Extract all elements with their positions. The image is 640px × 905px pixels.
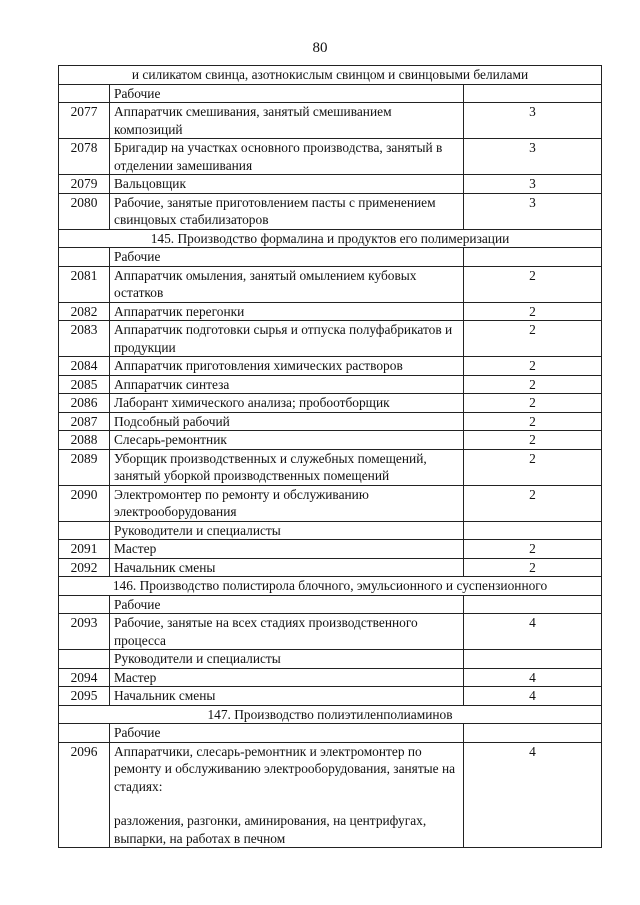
section-title: 147. Производство полиэтиленполиаминов — [59, 705, 602, 724]
occupation-name: Слесарь-ремонтник — [114, 432, 227, 447]
occupation-name: Начальник смены — [114, 559, 216, 575]
table-row — [59, 742, 602, 848]
empty-cell — [59, 595, 110, 614]
occupation-cell — [110, 412, 464, 431]
item-number: 2080 — [59, 193, 110, 229]
item-number: 2096 — [59, 742, 110, 848]
item-number: 2089 — [59, 449, 110, 485]
table-row — [59, 321, 602, 357]
item-number: 2085 — [59, 375, 110, 394]
group-title: Руководители и специалисты — [110, 650, 464, 669]
item-number: 2091 — [59, 540, 110, 559]
benefit-value: 3 — [464, 193, 602, 229]
occupation-cell — [110, 139, 464, 175]
item-number: 2078 — [59, 139, 110, 175]
section-title: 145. Производство формалина и продуктов его полимеризации — [59, 229, 602, 248]
section-header-row — [59, 705, 602, 724]
table-row — [59, 394, 602, 413]
empty-cell — [464, 84, 602, 103]
section-header-row — [59, 229, 602, 248]
table-row — [59, 614, 602, 650]
benefit-value: 3 — [464, 175, 602, 194]
table-row — [59, 139, 602, 175]
benefit-value: 2 — [464, 302, 602, 321]
occupation-name: Рабочие, занятые на всех стадиях производственного процесса — [114, 615, 418, 648]
table-row — [59, 668, 602, 687]
occupation-name: Бригадир на участках основного производства, занятый в отделении замешивания — [114, 140, 443, 173]
section-title: и силикатом свинца, азотнокислым свинцом и свинцовыми белилами — [59, 66, 602, 85]
item-number: 2082 — [59, 302, 110, 321]
group-header-row — [59, 248, 602, 267]
group-header-row — [59, 724, 602, 743]
group-title: Рабочие — [110, 248, 464, 267]
table-row — [59, 558, 602, 577]
table-row — [59, 266, 602, 302]
occupation-cell — [110, 394, 464, 413]
table-row — [59, 412, 602, 431]
benefit-value: 2 — [464, 375, 602, 394]
benefit-value: 2 — [464, 266, 602, 302]
group-header-row — [59, 521, 602, 540]
table-row — [59, 193, 602, 229]
empty-cell — [59, 84, 110, 103]
occupation-name: Аппаратчики, слесарь-ремонтник и электромонтер по ремонту и обслуживанию электрооборудования, занятые на стадиях: — [114, 743, 456, 794]
table-row — [59, 431, 602, 450]
benefit-value: 4 — [464, 668, 602, 687]
occupation-name: Аппаратчик перегонки — [114, 303, 245, 319]
benefit-value: 2 — [464, 394, 602, 413]
occupation-name: Уборщик производственных и служебных помещений, занятый уборкой производственных помещений — [114, 450, 427, 483]
group-title: Рабочие — [110, 724, 464, 743]
occupation-name: Начальник смены — [114, 688, 216, 703]
occupation-cell — [110, 103, 464, 139]
section-header-row — [59, 577, 602, 596]
benefit-value: 2 — [464, 558, 602, 577]
item-number: 2083 — [59, 321, 110, 357]
occupation-cell — [110, 321, 464, 357]
occupation-cell — [110, 449, 464, 485]
benefit-value: 4 — [464, 742, 602, 848]
benefit-value: 3 — [464, 139, 602, 175]
table-row — [59, 540, 602, 559]
empty-cell — [59, 724, 110, 743]
benefit-value: 2 — [464, 540, 602, 559]
table-row — [59, 103, 602, 139]
empty-cell — [59, 248, 110, 267]
item-number: 2090 — [59, 485, 110, 521]
page-number: 80 — [312, 40, 328, 56]
occupation-name: Аппаратчик подготовки сырья и отпуска полуфабрикатов и продукции — [114, 322, 453, 355]
item-number: 2088 — [59, 431, 110, 450]
occupation-cell — [110, 302, 464, 321]
benefit-value: 2 — [464, 357, 602, 376]
empty-cell — [464, 595, 602, 614]
table-row — [59, 687, 602, 706]
occupation-cell — [110, 614, 464, 650]
group-title: Рабочие — [110, 84, 464, 103]
occupation-name: Аппаратчик синтеза — [114, 376, 230, 392]
empty-cell — [59, 650, 110, 669]
occupation-name: Аппаратчик смешивания, занятый смешиванием композиций — [114, 104, 392, 137]
empty-cell — [464, 248, 602, 267]
empty-cell — [464, 724, 602, 743]
occupation-cell — [110, 742, 464, 848]
occupation-name: Подсобный рабочий — [114, 413, 230, 429]
table-row — [59, 375, 602, 394]
benefit-value: 2 — [464, 321, 602, 357]
group-title: Руководители и специалисты — [110, 521, 464, 540]
item-number: 2094 — [59, 668, 110, 687]
occupation-name: Электромонтер по ремонту и обслуживанию электрооборудования — [114, 486, 369, 519]
spacer — [114, 795, 459, 812]
occupation-cell — [110, 540, 464, 559]
occupation-cell — [110, 266, 464, 302]
group-header-row — [59, 84, 602, 103]
item-number: 2087 — [59, 412, 110, 431]
empty-cell — [59, 521, 110, 540]
empty-cell — [464, 521, 602, 540]
hazard-list-table — [58, 65, 602, 848]
occupation-cell — [110, 668, 464, 687]
item-number: 2093 — [59, 614, 110, 650]
item-number: 2095 — [59, 687, 110, 706]
benefit-value: 2 — [464, 412, 602, 431]
item-number: 2084 — [59, 357, 110, 376]
occupation-name: Мастер — [114, 669, 157, 685]
occupation-cell — [110, 558, 464, 577]
occupation-cell — [110, 687, 464, 706]
item-number: 2077 — [59, 103, 110, 139]
occupation-cell — [110, 175, 464, 194]
occupation-name: Вальцовщик — [114, 176, 186, 191]
occupation-name: Аппаратчик омыления, занятый омылением кубовых остатков — [114, 267, 417, 300]
occupation-cell — [110, 375, 464, 394]
occupation-cell — [110, 431, 464, 450]
table-row — [59, 175, 602, 194]
occupation-cell — [110, 193, 464, 229]
occupation-name: Мастер — [114, 541, 157, 556]
benefit-value: 3 — [464, 103, 602, 139]
occupation-name: Аппаратчик приготовления химических растворов — [114, 358, 403, 373]
benefit-value: 2 — [464, 431, 602, 450]
item-number: 2079 — [59, 175, 110, 194]
table-row — [59, 357, 602, 376]
item-number: 2092 — [59, 558, 110, 577]
group-header-row — [59, 650, 602, 669]
benefit-value: 4 — [464, 687, 602, 706]
group-title: Рабочие — [110, 595, 464, 614]
occupation-stages: разложения, разгонки, аминирования, на центрифугах, выпарки, на работах в печном — [114, 813, 427, 846]
occupation-name: Лаборант химического анализа; пробоотборщик — [114, 395, 390, 410]
benefit-value: 2 — [464, 449, 602, 485]
empty-cell — [464, 650, 602, 669]
occupation-cell — [110, 357, 464, 376]
table-row — [59, 485, 602, 521]
section-title: 146. Производство полистирола блочного, эмульсионного и суспензионного — [59, 577, 602, 596]
occupation-name: Рабочие, занятые приготовлением пасты с применением свинцовых стабилизаторов — [114, 194, 436, 227]
group-header-row — [59, 595, 602, 614]
benefit-value: 4 — [464, 614, 602, 650]
table-row — [59, 302, 602, 321]
item-number: 2081 — [59, 266, 110, 302]
benefit-value: 2 — [464, 485, 602, 521]
section-header-row — [59, 66, 602, 85]
table-row — [59, 449, 602, 485]
item-number: 2086 — [59, 394, 110, 413]
occupation-cell — [110, 485, 464, 521]
